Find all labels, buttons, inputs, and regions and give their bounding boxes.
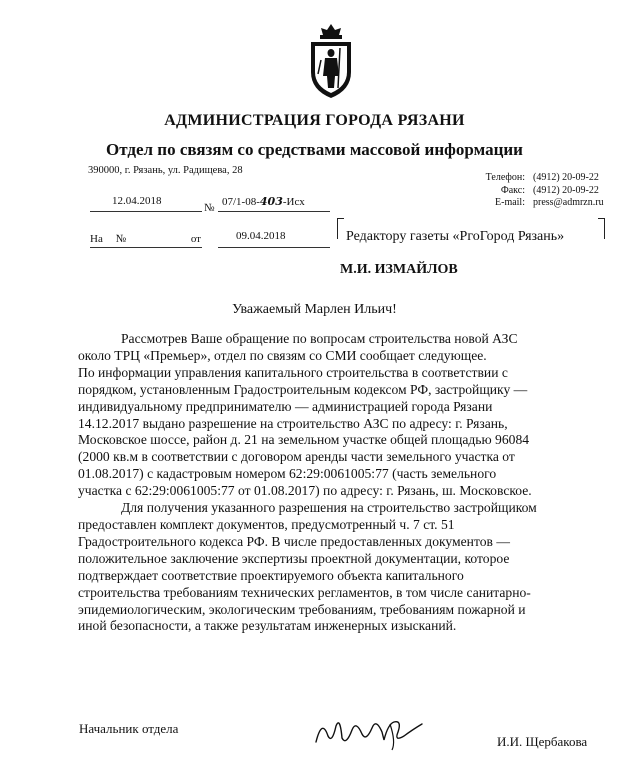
contacts-block	[455, 172, 604, 210]
recipient-name: М.И. ИЗМАЙЛОВ	[340, 262, 458, 277]
incoming-date: 09.04.2018	[236, 230, 286, 242]
body-line: 01.08.2017) с кадастровым номером 62:29:0061005:77 (часть земельного	[78, 466, 497, 482]
contact-label: Факс:	[500, 184, 525, 196]
contact-fax	[455, 185, 604, 198]
body-line: строительства требованиям технических регламентов, в том числе санитарно-	[78, 584, 531, 600]
contact-label: E-mail:	[495, 197, 525, 208]
divider	[90, 211, 202, 212]
body-line: Рассмотрев Ваше обращение по вопросам строительства новой АЗС	[121, 331, 518, 346]
body-line: подтверждает соответствие проектируемого объекта капитального	[78, 567, 464, 583]
incoming-ot: от	[190, 233, 201, 245]
body-line: Московское шоссе, район д. 21 на земельном участке общей площадью 96084	[78, 432, 530, 448]
org-title: АДМИНИСТРАЦИЯ ГОРОДА РЯЗАНИ	[164, 112, 465, 129]
letter-body	[78, 331, 618, 635]
body-line: иной безопасности, а также результатам инженерных изысканий.	[78, 618, 457, 634]
outgoing-number-handwritten: 403	[259, 195, 283, 208]
contact-value: press@admrzn.ru	[533, 197, 604, 208]
divider	[218, 211, 330, 212]
contact-email	[455, 197, 604, 210]
body-line: участка с 62:29:0061005:77 от 01.08.2017) по адресу: г. Рязань, ш. Московское.	[78, 483, 532, 499]
body-line: 14.12.2017 выдано разрешение на строительство АЗС по адресу: г. Рязань,	[78, 415, 508, 431]
body-line: эпидемиологическим, экологическим требованиям, требованиям пожарной и	[78, 601, 526, 617]
divider	[90, 247, 202, 248]
contact-label: Телефон:	[485, 172, 525, 183]
body-line: (2000 кв.м в соответствии с договором аренды части земельного участка от	[78, 449, 515, 465]
incoming-ref	[90, 233, 201, 245]
city-emblem	[305, 22, 357, 100]
body-line: индивидуальному предпринимателю — администрацией города Рязани	[78, 398, 493, 414]
salutation: Уважаемый Марлен Ильич!	[232, 302, 397, 317]
body-line: Градостроительного кодекса РФ. В числе предоставленных документов —	[78, 533, 510, 549]
recipient-title: Редактору газеты «PгоГород Рязань»	[346, 229, 565, 244]
incoming-no-sign: №	[115, 233, 127, 245]
signatory-title: Начальник отдела	[79, 721, 179, 736]
recipient-bracket-right	[598, 218, 605, 239]
contact-value: (4912) 20-09-22	[533, 172, 599, 183]
outgoing-date: 12.04.2018	[112, 195, 162, 207]
outgoing-number-suffix: -Исх	[282, 196, 305, 208]
divider	[218, 247, 330, 248]
dept-title: Отдел по связям со средствами массовой информации	[106, 140, 523, 159]
body-line: предоставлен комплект документов, предусмотренный ч. 7 ст. 51	[78, 516, 455, 532]
body-line: порядком, установленным Градостроительным кодексом РФ, застройщику —	[78, 381, 528, 397]
incoming-na: На	[90, 233, 103, 245]
body-line: положительное заключение экспертизы проектной документации, которое	[78, 550, 510, 566]
body-line: Для получения указанного разрешения на строительство застройщиком	[121, 500, 537, 516]
body-line: По информации управления капитального строительства в соответствии с	[78, 364, 508, 380]
recipient-bracket-left	[337, 218, 344, 239]
body-line: около ТРЦ «Премьер», отдел по связям со СМИ сообщает следующее.	[78, 347, 487, 363]
org-address: 390000, г. Рязань, ул. Радищева, 28	[88, 165, 243, 176]
outgoing-number-prefix: 07/1-08-	[222, 196, 260, 208]
outgoing-number	[222, 195, 305, 208]
contact-phone	[455, 172, 604, 185]
outgoing-no-sign: №	[204, 202, 215, 214]
handwritten-signature	[312, 712, 432, 752]
signatory-name: И.И. Щербакова	[497, 734, 588, 749]
contact-value: (4912) 20-09-22	[533, 184, 599, 196]
